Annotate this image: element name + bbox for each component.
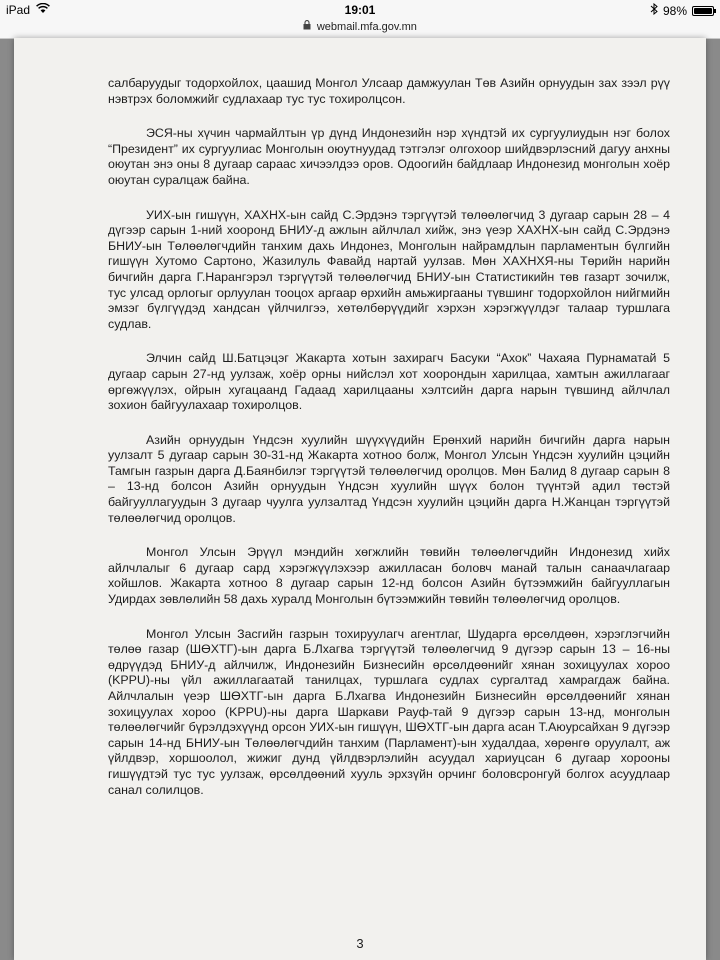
battery-fill	[694, 8, 712, 14]
status-bar	[0, 0, 720, 20]
paragraph: Азийн орнуудын Үндсэн хуулийн шүүхүүдийн Ерөнхий нарийн бичгийн дарга нарын уулзалт 5 дугаар сарын 30-31-нд Жакарта хотноо болж, Монгол Улсын Үндсэн хуулийн цэцийн Тамгын газрын дарга Д.Баянбилэг тэргүүтэй төлөөлөгчид оролцов. Мөн Балид 8 дугаар сарын 8 – 13-нд болсон Азийн орнуудын Үндсэн хуулийн шүүх болон түүнтэй адил төстэй байгууллагуудын 3 дугаар чуулга уулзалтад Үндсэн хуулийн цэцийн дарга Н.Жанцан тэргүүтэй төлөөлөгчид оролцов.	[108, 432, 670, 525]
paragraph: УИХ-ын гишүүн, ХАХНХ-ын сайд С.Эрдэнэ тэргүүтэй төлөөлөгчид 3 дугаар сарын 28 – 4 дүгээр сарын 1-ний хооронд БНИУ-д ажлын айлчлал хийж, энэ үеэр ХАХНХ-ын сайд С.Эрдэнэ БНИУ-ын Төлөөлөгчдийн танхим дахь Индонез, Монголын найрамдлын парламентын бүлгийн гишүүн Хутомо Сартоно, Жазилуль Фавайд нартай уулзав. Мөн ХАХНХЯ-ны Төрийн нарийн бичгийн дарга Г.Нарангэрэл тэргүүтэй төлөөлөгчид БНИУ-ын Статистикийн төв газарт зочилж, тус улсад орлогыг орлуулан тооцох аргаар өрхийн амьжиргааны түвшинг тодорхойлон нийгмийн эмзэг бүлгүүдэд хандсан үйлчилгээ, хөтөлбөрүүдийг хэрхэн хэрэгжүүлдэг талаар туршлага судлав.	[108, 207, 670, 331]
battery-icon	[692, 6, 714, 16]
paragraph: Элчин сайд Ш.Батцэцэг Жакарта хотын захирагч Басуки “Ахок” Чахаяа Пурнаматай 5 дугаар сарын 27-нд уулзаж, хоёр орны нийслэл хот хоорондын харилцаа, хамтын ажиллагааг өргөжүүлэх, ойрын хугацаанд Гадаад харилцааны хэлтсийн дарга нарын түвшинд айлчлал зохион байгуулахаар тохиролцов.	[108, 351, 670, 413]
address-bar[interactable]	[0, 20, 720, 39]
battery-percent: 98%	[662, 3, 687, 18]
lock-icon	[303, 22, 314, 33]
status-right	[650, 3, 714, 18]
paragraph: салбаруудыг тодорхойлох, цаашид Монгол Улсаар дамжуулан Төв Азийн орнуудын зах зээл рүү нэвтрэх боломжийг судлахаар тус тус тохиролцсон.	[108, 76, 670, 106]
bluetooth-icon	[650, 3, 658, 18]
paragraph: ЭСЯ-ны хүчин чармайлтын үр дүнд Индонезийн нэр хүндтэй их сургуулиудын нэг болох “Президент” их сургуулиас Монголын оюутнуудад тэтгэлэг олгохоор шийдвэрлэсний дагуу анхны оюутан энэ оны 8 дугаар сараас хичээлдээ оров. Одоогийн байдлаар Индонезид монголын хоёр оюутан суралцаж байна.	[108, 126, 670, 187]
paragraph: Монгол Улсын Эрүүл мэндийн хөгжлийн төвийн төлөөлөгчдийн Индонезид хийх айлчлалыг 6 дугаар сард хэрэгжүүлэхээр ажилласан боловч манай талын санаачлагаар хойшлов. Жакарта хотноо 8 дугаар сарын 12-нд болсон Азийн бүтээмжийн байгууллагын Удирдах зөвлөлийн 58 дахь хуралд Монголын бүтээмжийн төвийн төлөөлөгчид оролцов.	[108, 545, 670, 607]
document-page	[14, 38, 706, 960]
status-time: 19:01	[344, 3, 376, 17]
url-text[interactable]: webmail.mfa.gov.mn	[316, 21, 417, 33]
document-body	[108, 76, 670, 817]
page-number: 3	[356, 936, 364, 951]
paragraph: Монгол Улсын Засгийн газрын тохируулагч агентлаг, Шударга өрсөлдөөн, хэрэглэгчийн төлөө газар (ШӨХТГ)-ын дарга Б.Лхагва тэргүүтэй төлөөлөгчид 9 дүгээр сарын 13 – 16-ны өдрүүдэд БНИУ-д айлчилж, Индонезийн Бизнесийн өрсөлдөөнийг хянан зохицуулах хороо (KPPU)-ны үйл ажиллагаатай танилцах, туршлага судлах сургалтад хамрагдаж байна. Айлчлалын үеэр ШӨХТГ-ын дарга Б.Лхагва Индонезийн Бизнесийн өрсөлдөөнийг хянан зохицуулах хороо (KPPU)-ны дарга Шаркави Рауф-тай 9 дүгээр сарын 13-нд, монголын төлөөлөгчийг бүрэлдэхүүнд орсон УИХ-ын гишүүн, ШӨХТГ-ын дарга асан Т.Аюурсайхан 9 дүгээр сарын 14-нд БНИУ-ын Төлөөлөгчдийн танхим (Парламент)-ын худалдаа, хөрөнгө оруулалт, аж үйлдвэр, хоршоолол, жижиг дунд үйлдвэрлэлийн асуудал хариуцсан 6 дугаар хорооны гишүүдтэй тус тус уулзаж, өрсөлдөөний хууль эрхзүйн орчинг боловсронгуй болгох асуудлаар санал солилцов.	[108, 626, 670, 797]
device-name: iPad	[6, 3, 31, 17]
